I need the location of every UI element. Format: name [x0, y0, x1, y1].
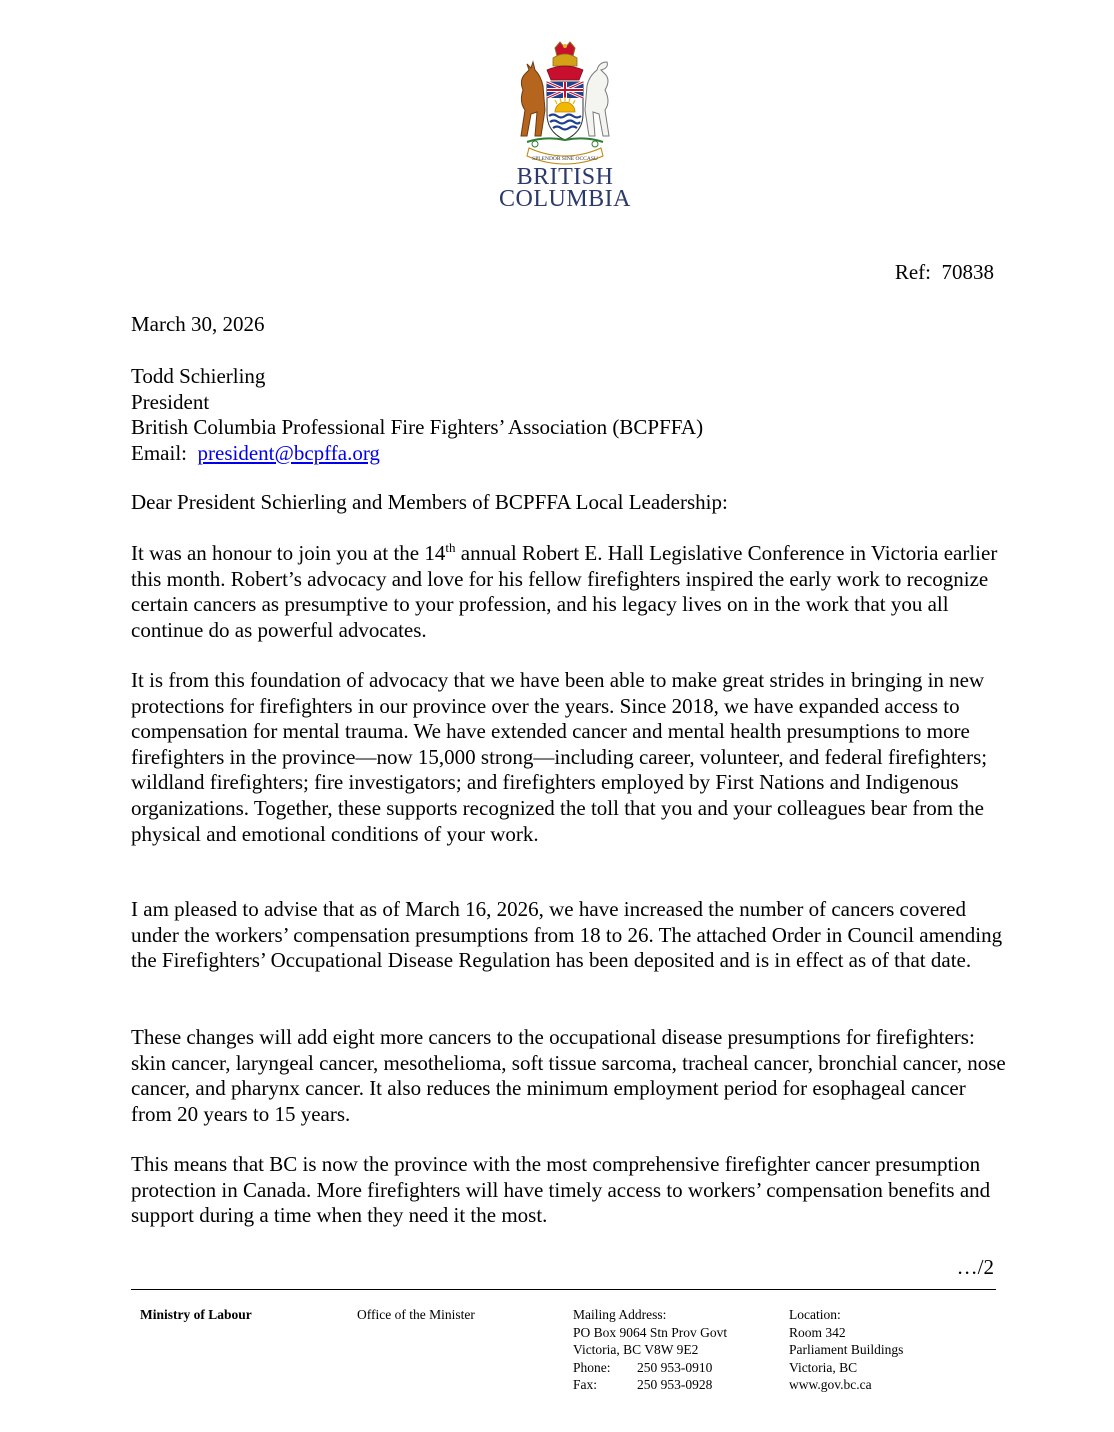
ordinal-suffix: th — [445, 540, 456, 555]
mailing-line-2: Victoria, BC V8W 9E2 — [573, 1342, 699, 1357]
email-link[interactable]: president@bcpffa.org — [197, 440, 380, 465]
location-line-1: Room 342 — [789, 1324, 846, 1340]
addressee-organization: British Columbia Professional Fire Fighters’ Association (BCPFFA) — [131, 415, 704, 440]
website-link[interactable]: www.gov.bc.ca — [789, 1377, 872, 1392]
mailing-label: Mailing Address: — [573, 1307, 667, 1322]
footer-office: Office of the Minister — [357, 1307, 475, 1322]
location-line-2: Parliament Buildings — [789, 1342, 904, 1357]
page-continuation: …/2 — [956, 1255, 994, 1279]
reference-number: Ref: 70838 — [894, 260, 994, 284]
crest-motto-text: SPLENDOR SINE OCCASU — [532, 156, 598, 162]
salutation: Dear President Schierling and Members of BCPFFA Local Leadership: — [131, 490, 728, 514]
addressee-block — [131, 364, 1011, 466]
wordmark-line-1: BRITISH — [516, 164, 614, 190]
email-label: Email: — [131, 440, 187, 465]
fax-label: Fax: — [573, 1377, 598, 1392]
phone-number: 250 953-0910 — [637, 1359, 713, 1375]
fax-row — [573, 1376, 727, 1394]
footer-mailing-address — [573, 1306, 727, 1394]
paragraph-1 — [131, 541, 1011, 643]
footer-location — [789, 1306, 903, 1394]
paragraph-1-rest: annual Robert E. Hall Legislative Conference in Victoria earlier this month. Robert’s advocacy and love for his fellow firefighters inspired the early work to recognize certain cancers as presumptive to your profession, and his legacy lives on in the work that you all continue do as powerful advocates. — [131, 541, 998, 642]
letter-date: March 30, 2026 — [131, 312, 265, 336]
paragraph-2: It is from this foundation of advocacy that we have been able to make great strides in bringing in new protections for firefighters in our province over the years. Since 2018, we have expanded access to compensation for mental trauma. We have extended cancer and mental health presumptions to more firefighters in the province—now 15,000 strong—including career, volunteer, and federal firefighters; wildland firefighters; fire investigators; and firefighters employed by First Nations and Indigenous organizations. Together, these supports recognized the toll that you and your colleagues bear from the physical and emotional conditions of your work. — [131, 668, 988, 846]
paragraph-5: This means that BC is now the province with the most comprehensive firefighter cancer presumption protection in Canada. More firefighters will have timely access to workers’ compensation benefits and support during a time when they need it the most. — [131, 1152, 991, 1228]
addressee-title: President — [131, 389, 210, 414]
phone-row — [573, 1359, 727, 1377]
wordmark-line-2: COLUMBIA — [498, 186, 631, 212]
paragraph-3: I am pleased to advise that as of March 16, 2026, we have increased the number of cancers covered under the workers’ compensation presumptions from 18 to 26. The attached Order in Council amending the Firefighters’ Occupational Disease Regulation has been deposited and is in effect as of that date. — [131, 897, 1003, 973]
addressee-name: Todd Schierling — [131, 364, 266, 388]
footer-ministry: Ministry of Labour — [140, 1307, 252, 1322]
addressee-email-row — [131, 441, 1011, 467]
phone-label: Phone: — [573, 1359, 611, 1375]
paragraph-1-start: It was an honour to join you at the 14 — [131, 541, 446, 565]
paragraph-4: These changes will add eight more cancers to the occupational disease presumptions for firefighters: skin cancer, laryngeal cancer, mesothelioma, soft tissue sarcoma, tracheal cancer, bronchial cancer, nose cancer, and pharynx cancer. It also reduces the minimum employment period for esophageal cancer from 20 years to 15 years. — [131, 1025, 1006, 1126]
footer-divider — [131, 1289, 996, 1290]
location-label: Location: — [789, 1307, 841, 1322]
mailing-line-1: PO Box 9064 Stn Prov Govt — [573, 1324, 728, 1340]
location-line-3: Victoria, BC — [789, 1359, 858, 1375]
fax-number: 250 953-0928 — [637, 1377, 713, 1392]
bc-coat-of-arms-icon — [505, 40, 625, 170]
bc-wordmark — [490, 166, 640, 210]
